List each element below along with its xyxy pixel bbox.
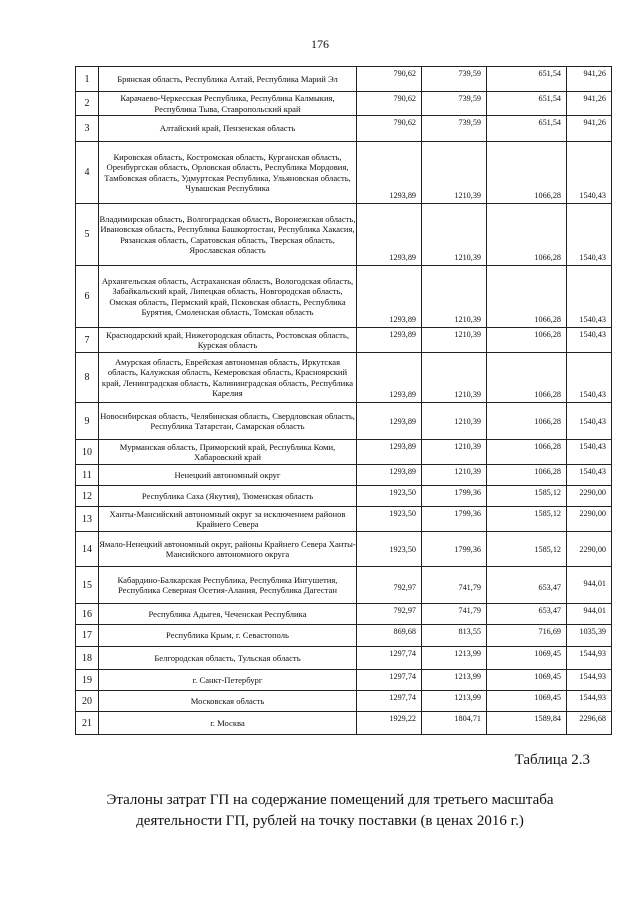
region-cell: Краснодарский край, Нижегородская область, Ростовская область, Курская область: [99, 328, 357, 353]
value-cell: 1799,36: [422, 486, 487, 507]
value-cell: 651,54: [487, 116, 567, 142]
value-cell: 1293,89: [357, 465, 422, 486]
row-number: 18: [76, 647, 99, 670]
value-cell: 941,26: [567, 116, 612, 142]
region-cell: Ненецкий автономный округ: [99, 465, 357, 486]
region-cell: Брянская область, Республика Алтай, Республика Марий Эл: [99, 67, 357, 92]
row-number: 13: [76, 507, 99, 532]
value-cell: 1544,93: [567, 647, 612, 670]
value-cell: 716,69: [487, 625, 567, 647]
row-number: 8: [76, 353, 99, 403]
row-number: 15: [76, 567, 99, 604]
table-row: [76, 507, 612, 532]
value-cell: 1293,89: [357, 328, 422, 353]
table-row: [76, 67, 612, 92]
value-cell: 1540,43: [567, 403, 612, 440]
value-cell: 792,97: [357, 567, 422, 604]
row-number: 1: [76, 67, 99, 92]
row-number: 21: [76, 712, 99, 735]
table-row: [76, 92, 612, 116]
value-cell: 941,26: [567, 92, 612, 116]
row-number: 12: [76, 486, 99, 507]
value-cell: 1069,45: [487, 691, 567, 712]
region-cell: Архангельская область, Астраханская область, Вологодская область, Забайкальский край, Липецкая область, Новгородская область, Омская область, Пермский край, Псковская область, Республика Бурятия, Смоленская область, Томская область: [99, 266, 357, 328]
value-cell: 1585,12: [487, 532, 567, 567]
row-number: 5: [76, 204, 99, 266]
region-cell: Московская область: [99, 691, 357, 712]
value-cell: 1293,89: [357, 266, 422, 328]
value-cell: 1213,99: [422, 670, 487, 691]
table-row: [76, 116, 612, 142]
row-number: 16: [76, 604, 99, 625]
value-cell: 1066,28: [487, 353, 567, 403]
value-cell: 1585,12: [487, 507, 567, 532]
row-number: 11: [76, 465, 99, 486]
value-cell: 944,01: [567, 604, 612, 625]
value-cell: 741,79: [422, 567, 487, 604]
region-cell: Владимирская область, Волгоградская область, Воронежская область, Ивановская область, Республика Башкортостан, Республика Хакасия, Рязанская область, Саратовская область, Тверская область, Ярославская область: [99, 204, 357, 266]
row-number: 7: [76, 328, 99, 353]
value-cell: 1066,28: [487, 266, 567, 328]
value-cell: 1210,39: [422, 353, 487, 403]
region-cell: г. Санкт-Петербург: [99, 670, 357, 691]
value-cell: 739,59: [422, 92, 487, 116]
value-cell: 790,62: [357, 67, 422, 92]
region-cell: Республика Адыгея, Чеченская Республика: [99, 604, 357, 625]
table-row: [76, 328, 612, 353]
region-cell: Республика Крым, г. Севастополь: [99, 625, 357, 647]
value-cell: 651,54: [487, 92, 567, 116]
value-cell: 1799,36: [422, 507, 487, 532]
page-number: 176: [311, 37, 329, 51]
table-row: [76, 604, 612, 625]
value-cell: 1066,28: [487, 204, 567, 266]
value-cell: 1540,43: [567, 266, 612, 328]
value-cell: 1210,39: [422, 440, 487, 465]
row-number: 6: [76, 266, 99, 328]
value-cell: 1210,39: [422, 204, 487, 266]
value-cell: 1540,43: [567, 440, 612, 465]
value-cell: 1066,28: [487, 465, 567, 486]
value-cell: 1297,74: [357, 647, 422, 670]
value-cell: 941,26: [567, 67, 612, 92]
value-cell: 813,55: [422, 625, 487, 647]
value-cell: 1297,74: [357, 691, 422, 712]
region-cell: Ханты-Мансийский автономный округ за исключением районов Крайнего Севера: [99, 507, 357, 532]
table-row: [76, 532, 612, 567]
region-cell: Белгородская область, Тульская область: [99, 647, 357, 670]
table-row: [76, 691, 612, 712]
value-cell: 1923,50: [357, 486, 422, 507]
value-cell: 2296,68: [567, 712, 612, 735]
region-cell: Карачаево-Черкесская Республика, Республика Калмыкия, Республика Тыва, Ставропольский край: [99, 92, 357, 116]
table-row: [76, 353, 612, 403]
value-cell: 1293,89: [357, 403, 422, 440]
table-row: [76, 440, 612, 465]
region-cell: Амурская область, Еврейская автономная область, Иркутская область, Калужская область, Кемеровская область, Красноярский край, Ленинградская область, Калининградская область, Республика Карелия: [99, 353, 357, 403]
value-cell: 1066,28: [487, 440, 567, 465]
value-cell: 1540,43: [567, 328, 612, 353]
table-row: [76, 567, 612, 604]
row-number: 17: [76, 625, 99, 647]
row-number: 4: [76, 142, 99, 204]
value-cell: 1069,45: [487, 647, 567, 670]
value-cell: 1297,74: [357, 670, 422, 691]
value-cell: 790,62: [357, 116, 422, 142]
region-cell: Алтайский край, Пензенская область: [99, 116, 357, 142]
row-number: 3: [76, 116, 99, 142]
region-cell: Мурманская область, Приморский край, Республика Коми, Хабаровский край: [99, 440, 357, 465]
region-cell: Кабардино-Балкарская Республика, Республика Ингушетия, Республика Северная Осетия-Алания, Республика Дагестан: [99, 567, 357, 604]
table-row: [76, 486, 612, 507]
region-cell: Республика Саха (Якутия), Тюменская область: [99, 486, 357, 507]
value-cell: 2290,00: [567, 486, 612, 507]
table-row: [76, 266, 612, 328]
value-cell: 2290,00: [567, 507, 612, 532]
region-cell: Новосибирская область, Челябинская область, Свердловская область, Республика Татарстан, Самарская область: [99, 403, 357, 440]
value-cell: 1293,89: [357, 440, 422, 465]
value-cell: 1035,39: [567, 625, 612, 647]
value-cell: 1210,39: [422, 465, 487, 486]
value-cell: 1540,43: [567, 465, 612, 486]
value-cell: 739,59: [422, 116, 487, 142]
value-cell: 1923,50: [357, 532, 422, 567]
table-row: [76, 403, 612, 440]
value-cell: 869,68: [357, 625, 422, 647]
row-number: 20: [76, 691, 99, 712]
table-label: Таблица 2.3: [514, 752, 590, 768]
value-cell: 1589,84: [487, 712, 567, 735]
table-row: [76, 670, 612, 691]
value-cell: 1293,89: [357, 353, 422, 403]
row-number: 19: [76, 670, 99, 691]
value-cell: 1066,28: [487, 403, 567, 440]
value-cell: 1066,28: [487, 142, 567, 204]
value-cell: 1923,50: [357, 507, 422, 532]
row-number: 14: [76, 532, 99, 567]
value-cell: 2290,00: [567, 532, 612, 567]
value-cell: 1293,89: [357, 142, 422, 204]
value-cell: 1540,43: [567, 353, 612, 403]
cost-table: [75, 66, 612, 735]
value-cell: 1540,43: [567, 204, 612, 266]
table-row: [76, 142, 612, 204]
value-cell: 1804,71: [422, 712, 487, 735]
value-cell: 651,54: [487, 67, 567, 92]
value-cell: 1210,39: [422, 266, 487, 328]
value-cell: 1929,22: [357, 712, 422, 735]
value-cell: 1585,12: [487, 486, 567, 507]
table-title: Эталоны затрат ГП на содержание помещений для третьего масштаба деятельности ГП, рублей на точку поставки (в ценах 2016 г.): [106, 792, 554, 829]
row-number: 2: [76, 92, 99, 116]
value-cell: 1213,99: [422, 647, 487, 670]
value-cell: 792,97: [357, 604, 422, 625]
table-row: [76, 204, 612, 266]
value-cell: 1540,43: [567, 142, 612, 204]
value-cell: 653,47: [487, 604, 567, 625]
value-cell: 1210,39: [422, 142, 487, 204]
row-number: 10: [76, 440, 99, 465]
value-cell: 1210,39: [422, 328, 487, 353]
table-row: [76, 712, 612, 735]
table-row: [76, 625, 612, 647]
value-cell: 1544,93: [567, 670, 612, 691]
region-cell: Ямало-Ненецкий автономный округ, районы Крайнего Севера Ханты-Мансийского автономного округа: [99, 532, 357, 567]
value-cell: 653,47: [487, 567, 567, 604]
value-cell: 790,62: [357, 92, 422, 116]
region-cell: Кировская область, Костромская область, Курганская область, Оренбургская область, Орловская область, Республика Мордовия, Тамбовская область, Удмуртская Республика, Ульяновская область, Чувашская Республика: [99, 142, 357, 204]
table-row: [76, 465, 612, 486]
value-cell: 1799,36: [422, 532, 487, 567]
value-cell: 1210,39: [422, 403, 487, 440]
row-number: 9: [76, 403, 99, 440]
value-cell: 1293,89: [357, 204, 422, 266]
value-cell: 1066,28: [487, 328, 567, 353]
table-row: [76, 647, 612, 670]
value-cell: 739,59: [422, 67, 487, 92]
value-cell: 741,79: [422, 604, 487, 625]
value-cell: 1069,45: [487, 670, 567, 691]
region-cell: г. Москва: [99, 712, 357, 735]
value-cell: 1213,99: [422, 691, 487, 712]
value-cell: 944,01: [567, 567, 612, 604]
value-cell: 1544,93: [567, 691, 612, 712]
